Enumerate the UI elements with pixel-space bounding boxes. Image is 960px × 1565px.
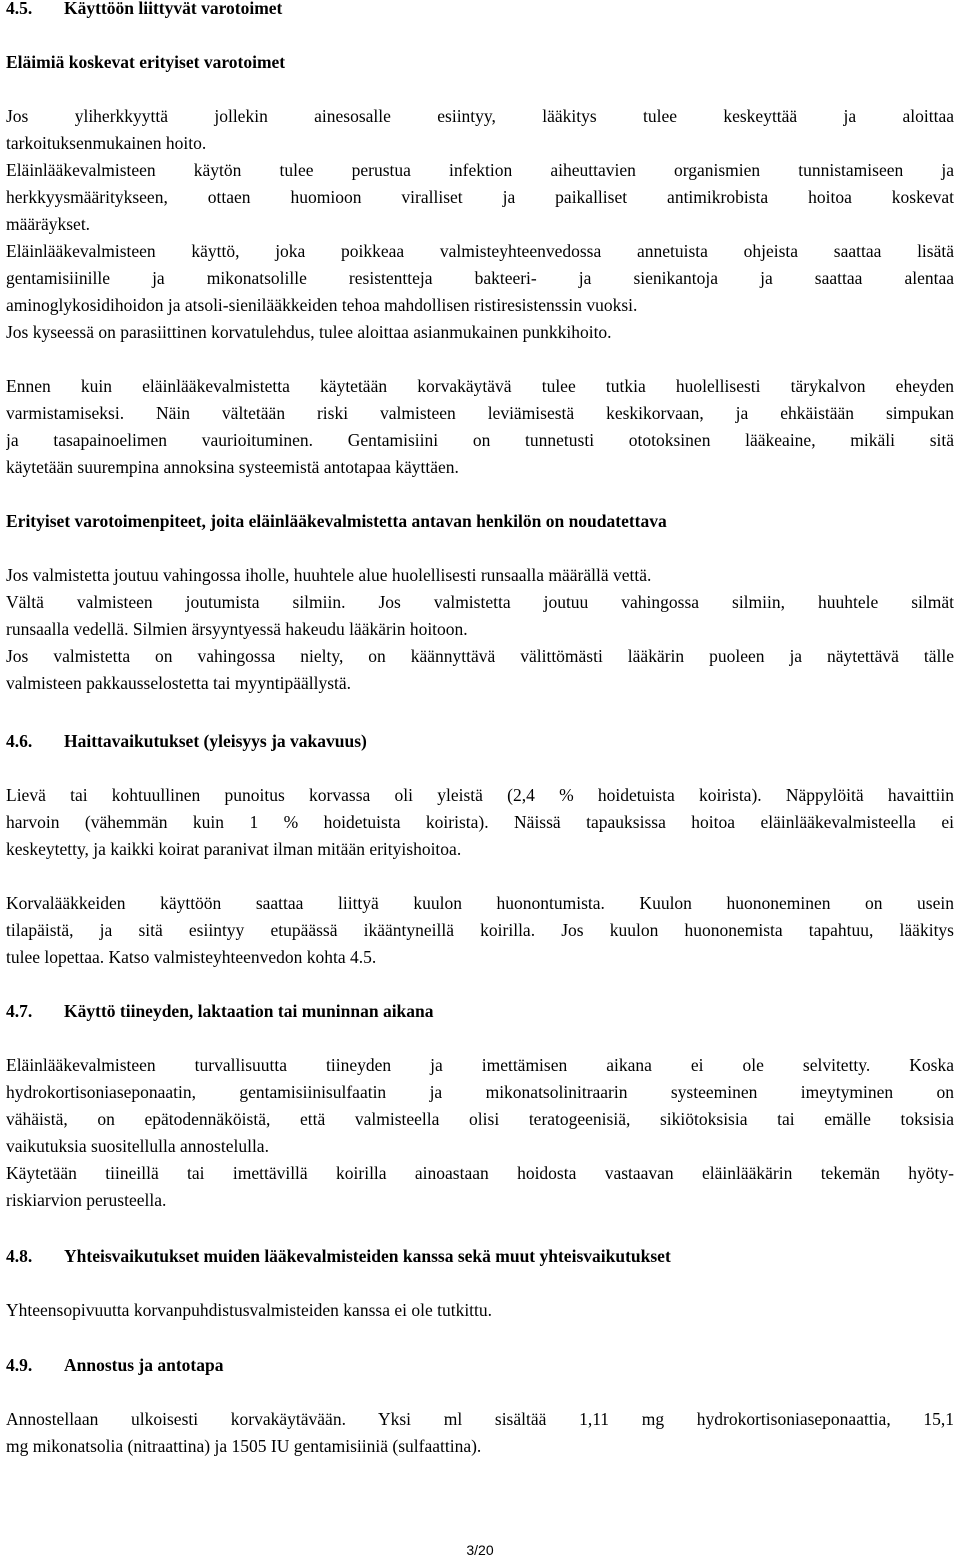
paragraph-user-safety [6,562,954,697]
text-line: keskeytetty, ja kaikki koirat paranivat ilman mitään erityishoitoa. [6,839,462,859]
text-line: käytetään suurempina annoksina systeemistä antotapaa käyttäen. [6,457,459,477]
text-line: Eläinlääkevalmisteen käyttö, joka poikkeaa valmisteyhteenvedossa annetuista ohjeista saattaa lisätä [6,241,954,261]
text-line: herkkyysmääritykseen, ottaen huomioon viralliset ja paikalliset antimikrobista hoitoa koskevat [6,187,954,207]
text-line: vähäistä, on epätodennäköistä, että valmisteella olisi teratogeenisiä, sikiötoksisia tai emälle toksisia [6,1109,954,1129]
section-number: 4.8. [6,1246,33,1266]
page-number: 3/20 [466,1542,494,1558]
section-heading-4-9 [6,1352,954,1379]
paragraph-ear-exam [6,373,954,481]
section-title: Käyttö tiineyden, laktaation tai muninnan aikana [64,1001,434,1021]
text-line: mg mikonatsolia (nitraattina) ja 1505 IU gentamisiiniä (sulfaattina). [6,1436,482,1456]
text-line: Jos yliherkkyyttä jollekin ainesosalle esiintyy, lääkitys tulee keskeyttää ja aloittaa [6,106,954,126]
paragraph-interactions [6,1297,954,1324]
text-line: vaikutuksia suositellulla annostelulla. [6,1136,269,1156]
paragraph-adverse-effects [6,782,954,863]
text-line: Korvalääkkeiden käyttöön saattaa liittyä kuulon huonontumista. Kuulon huononeminen on usein [6,893,954,913]
text-line: määräykset. [6,214,91,234]
text-line: Lievä tai kohtuullinen punoitus korvassa oli yleistä (2,4 % hoidetuista koirista). Näppylöitä havaittiin [6,785,954,805]
text-line: Ennen kuin eläinlääkevalmistetta käytetään korvakäytävä tulee tutkia huolellisesti tärykalvon eheyden [6,376,954,396]
text-line: runsaalla vedellä. Silmien ärsyyntyessä hakeudu lääkärin hoitoon. [6,619,468,639]
text-line: Eläinlääkevalmisteen turvallisuutta tiineyden ja imettämisen aikana ei ole selvitetty. Koska [6,1055,954,1075]
text-line: hydrokortisoniaseponaatin, gentamisiinisulfaatin ja mikonatsolinitraarin systeeminen imeytyminen on [6,1082,954,1102]
text-line: gentamisiinille ja mikonatsolille resistentteja bakteeri- ja sienikantoja ja saattaa alentaa [6,268,954,288]
section-number: 4.5. [6,0,33,18]
text-line: valmisteen pakkausselostetta tai myyntipäällystä. [6,673,352,693]
text-line: tilapäistä, ja sitä esiintyy etupäässä ikääntyneillä koirilla. Jos kuulon huononemista tapahtuu, lääkitys [6,920,954,940]
text-line: riskiarvion perusteella. [6,1190,167,1210]
section-title: Yhteisvaikutukset muiden lääkevalmisteiden kanssa sekä muut yhteisvaikutukset [64,1246,671,1266]
section-heading-4-7 [6,998,954,1025]
section-title: Haittavaikutukset (yleisyys ja vakavuus) [64,731,367,751]
section-heading-4-8 [6,1243,954,1270]
text-line: Eläinlääkevalmisteen käytön tulee perustua infektion aiheuttavien organismien tunnistamiseen ja [6,160,954,180]
section-title: Annostus ja antotapa [64,1355,224,1375]
section-number: 4.7. [6,1001,33,1021]
text-line: Annostellaan ulkoisesti korvakäytävään. Yksi ml sisältää 1,11 mg hydrokortisoniaseponaattia, 15,1 [6,1409,954,1429]
section-number: 4.6. [6,731,33,751]
text-line: Käytetään tiineillä tai imettävillä koirilla ainoastaan hoidosta vastaavan eläinlääkärin tekemän hyöty- [6,1163,954,1183]
text-line: aminoglykosidihoidon ja atsoli-sienilääkkeiden tehoa mahdollisen ristiresistenssin vuoksi. [6,295,638,315]
text-line: ja tasapainoelimen vaurioituminen. Gentamisiini on tunnetusti ototoksinen lääkeaine, mikäli sitä [6,430,954,450]
subheading-animals: Eläimiä koskevat erityiset varotoimet [6,52,286,72]
text-line: harvoin (vähemmän kuin 1 % hoidetuista koirista). Näissä tapauksissa hoitoa eläinlääkevalmisteella ei [6,812,954,832]
text-line: tarkoituksenmukainen hoito. [6,133,207,153]
text-line: varmistamiseksi. Näin vältetään riski valmisteen leviämisestä keskikorvaan, ja ehkäistään simpukan [6,403,954,423]
text-line: Jos valmistetta joutuu vahingossa iholle, huuhtele alue huolellisesti runsaalla määrällä vettä. [6,565,652,585]
section-number: 4.9. [6,1355,33,1375]
section-title: Käyttöön liittyvät varotoimet [64,0,283,18]
paragraph-precautions [6,103,954,346]
text-line: Jos valmistetta on vahingossa nielty, on käännyttävä välittömästi lääkärin puoleen ja näytettävä tälle [6,646,954,666]
paragraph-dosage [6,1406,954,1460]
section-heading-4-5 [6,0,954,22]
subheading-user-precautions: Erityiset varotoimenpiteet, joita eläinlääkevalmistetta antavan henkilön on noudatettava [6,511,667,531]
section-heading-4-6 [6,728,954,755]
paragraph-hearing [6,890,954,971]
paragraph-pregnancy [6,1052,954,1214]
text-line: Jos kyseessä on parasiittinen korvatulehdus, tulee aloittaa asianmukainen punkkihoito. [6,322,612,342]
text-line: tulee lopettaa. Katso valmisteyhteenvedon kohta 4.5. [6,947,377,967]
text-line: Yhteensopivuutta korvanpuhdistusvalmisteiden kanssa ei ole tutkittu. [6,1300,493,1320]
text-line: Vältä valmisteen joutumista silmiin. Jos valmistetta joutuu vahingossa silmiin, huuhtele silmät [6,592,954,612]
